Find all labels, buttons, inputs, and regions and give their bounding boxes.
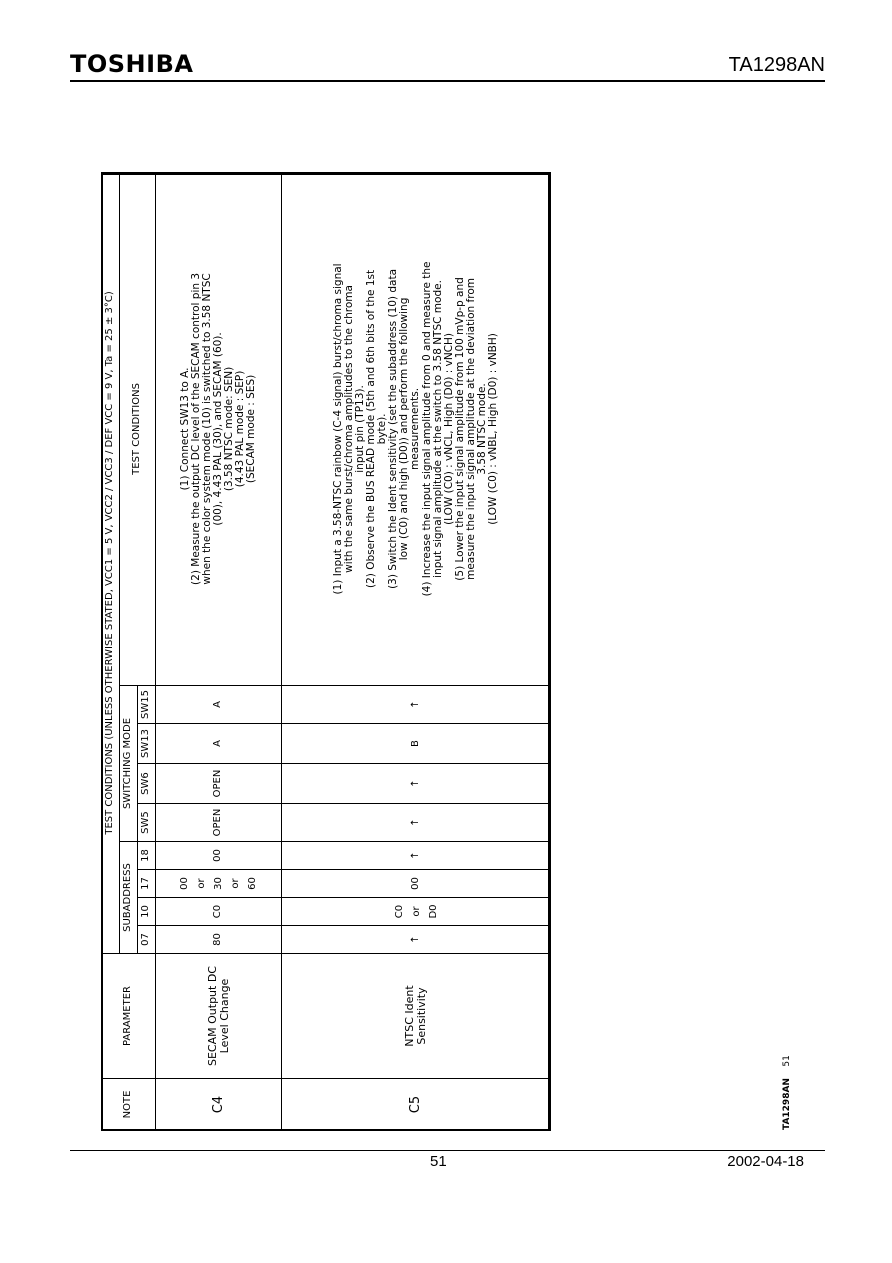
subaddress-col: 18	[138, 842, 156, 870]
side-stamp	[782, 1055, 792, 1130]
switch-value: B	[282, 724, 551, 764]
brand-logo: TOSHIBA	[70, 50, 194, 78]
subaddress-value: 00 or 30 or 60	[156, 870, 282, 898]
part-number: TA1298AN	[728, 54, 825, 76]
test-conditions-table	[101, 172, 551, 1131]
switch-col: SW13	[138, 724, 156, 764]
subaddress-value: C0 or D0	[282, 898, 551, 926]
header-divider	[70, 80, 825, 82]
parameter-cell: SECAM Output DC Level Change	[156, 954, 282, 1079]
subaddress-value: C0	[156, 898, 282, 926]
table-row	[156, 172, 282, 1130]
subaddress-value: ↑	[282, 842, 551, 870]
subaddress-value: 80	[156, 926, 282, 954]
subaddress-group-header: SUBADDRESS	[120, 842, 138, 954]
switching-mode-group-header: SWITCHING MODE	[120, 686, 138, 842]
subaddress-col: 10	[138, 898, 156, 926]
table-title: TEST CONDITIONS (UNLESS OTHERWISE STATED, VCC1 = 5 V, VCC2 / VCC3 / DEF VCC = 9 V, Ta = 25 ± 3°C)	[102, 172, 120, 953]
switch-value: A	[156, 724, 282, 764]
switch-value: ↑	[282, 686, 551, 724]
test-conditions-table-rotated	[101, 173, 550, 1131]
footer-divider	[70, 1150, 825, 1151]
publication-date: 2002-04-18	[727, 1153, 804, 1170]
subaddress-value: ↑	[282, 926, 551, 954]
test-conditions-cell: (1) Input a 3.58-NTSC rainbow (C-4 signal) burst/chroma signal with the same burst/chroma amplitudes to the chroma input pin (TP13). (2) Observe the BUS READ mode (5th and 6th bits of the 1st byte). (3) Switch the Ident sensitivity (set the subaddress (10) data low (C0) and high (D0)) and perform the following measurements. (4) Increase the input signal amplitude from 0 and measure the input signal amplitude at the switch to 3.58 NTSC mode. (LOW (C0) : vNCL, High (D0) : vNCH) (5) Lower the input signal amplitude from 100 mVp-p and measure the input signal amplitude at the deviation from 3.58 NTSC mode. (LOW (C0) : vNBL, High (D0) : vNBH)	[282, 172, 551, 685]
switch-value: OPEN	[156, 764, 282, 804]
switch-value: ↑	[282, 764, 551, 804]
subaddress-col: 07	[138, 926, 156, 954]
switch-value: ↑	[282, 804, 551, 842]
switch-value: OPEN	[156, 804, 282, 842]
table-row	[282, 172, 551, 1130]
test-conditions-header: TEST CONDITIONS	[120, 172, 156, 685]
switch-col: SW15	[138, 686, 156, 724]
side-stamp-part: TA1298AN	[782, 1078, 792, 1130]
note-cell: C4	[156, 1079, 282, 1131]
side-stamp-page: 51	[782, 1055, 792, 1067]
switch-col: SW5	[138, 804, 156, 842]
page-number: 51	[430, 1153, 447, 1170]
switch-value: A	[156, 686, 282, 724]
note-cell: C5	[282, 1079, 551, 1131]
subaddress-col: 17	[138, 870, 156, 898]
col-parameter-header: PARAMETER	[102, 954, 156, 1079]
col-note-header: NOTE	[102, 1079, 156, 1131]
test-conditions-cell: (1) Connect SW13 to A. (2) Measure the output DC level of the SECAM control pin 3 when the color system mode (10) is switched to 3.58 NTSC (00), 4.43 PAL (30), and SECAM (60). (3.58 NTSC mode: SEN) (4.43 PAL mode : SEP) (SECAM mode : SES)	[156, 172, 282, 685]
subaddress-value: 00	[282, 870, 551, 898]
parameter-cell: NTSC Ident Sensitivity	[282, 954, 551, 1079]
subaddress-value: 00	[156, 842, 282, 870]
switch-col: SW6	[138, 764, 156, 804]
